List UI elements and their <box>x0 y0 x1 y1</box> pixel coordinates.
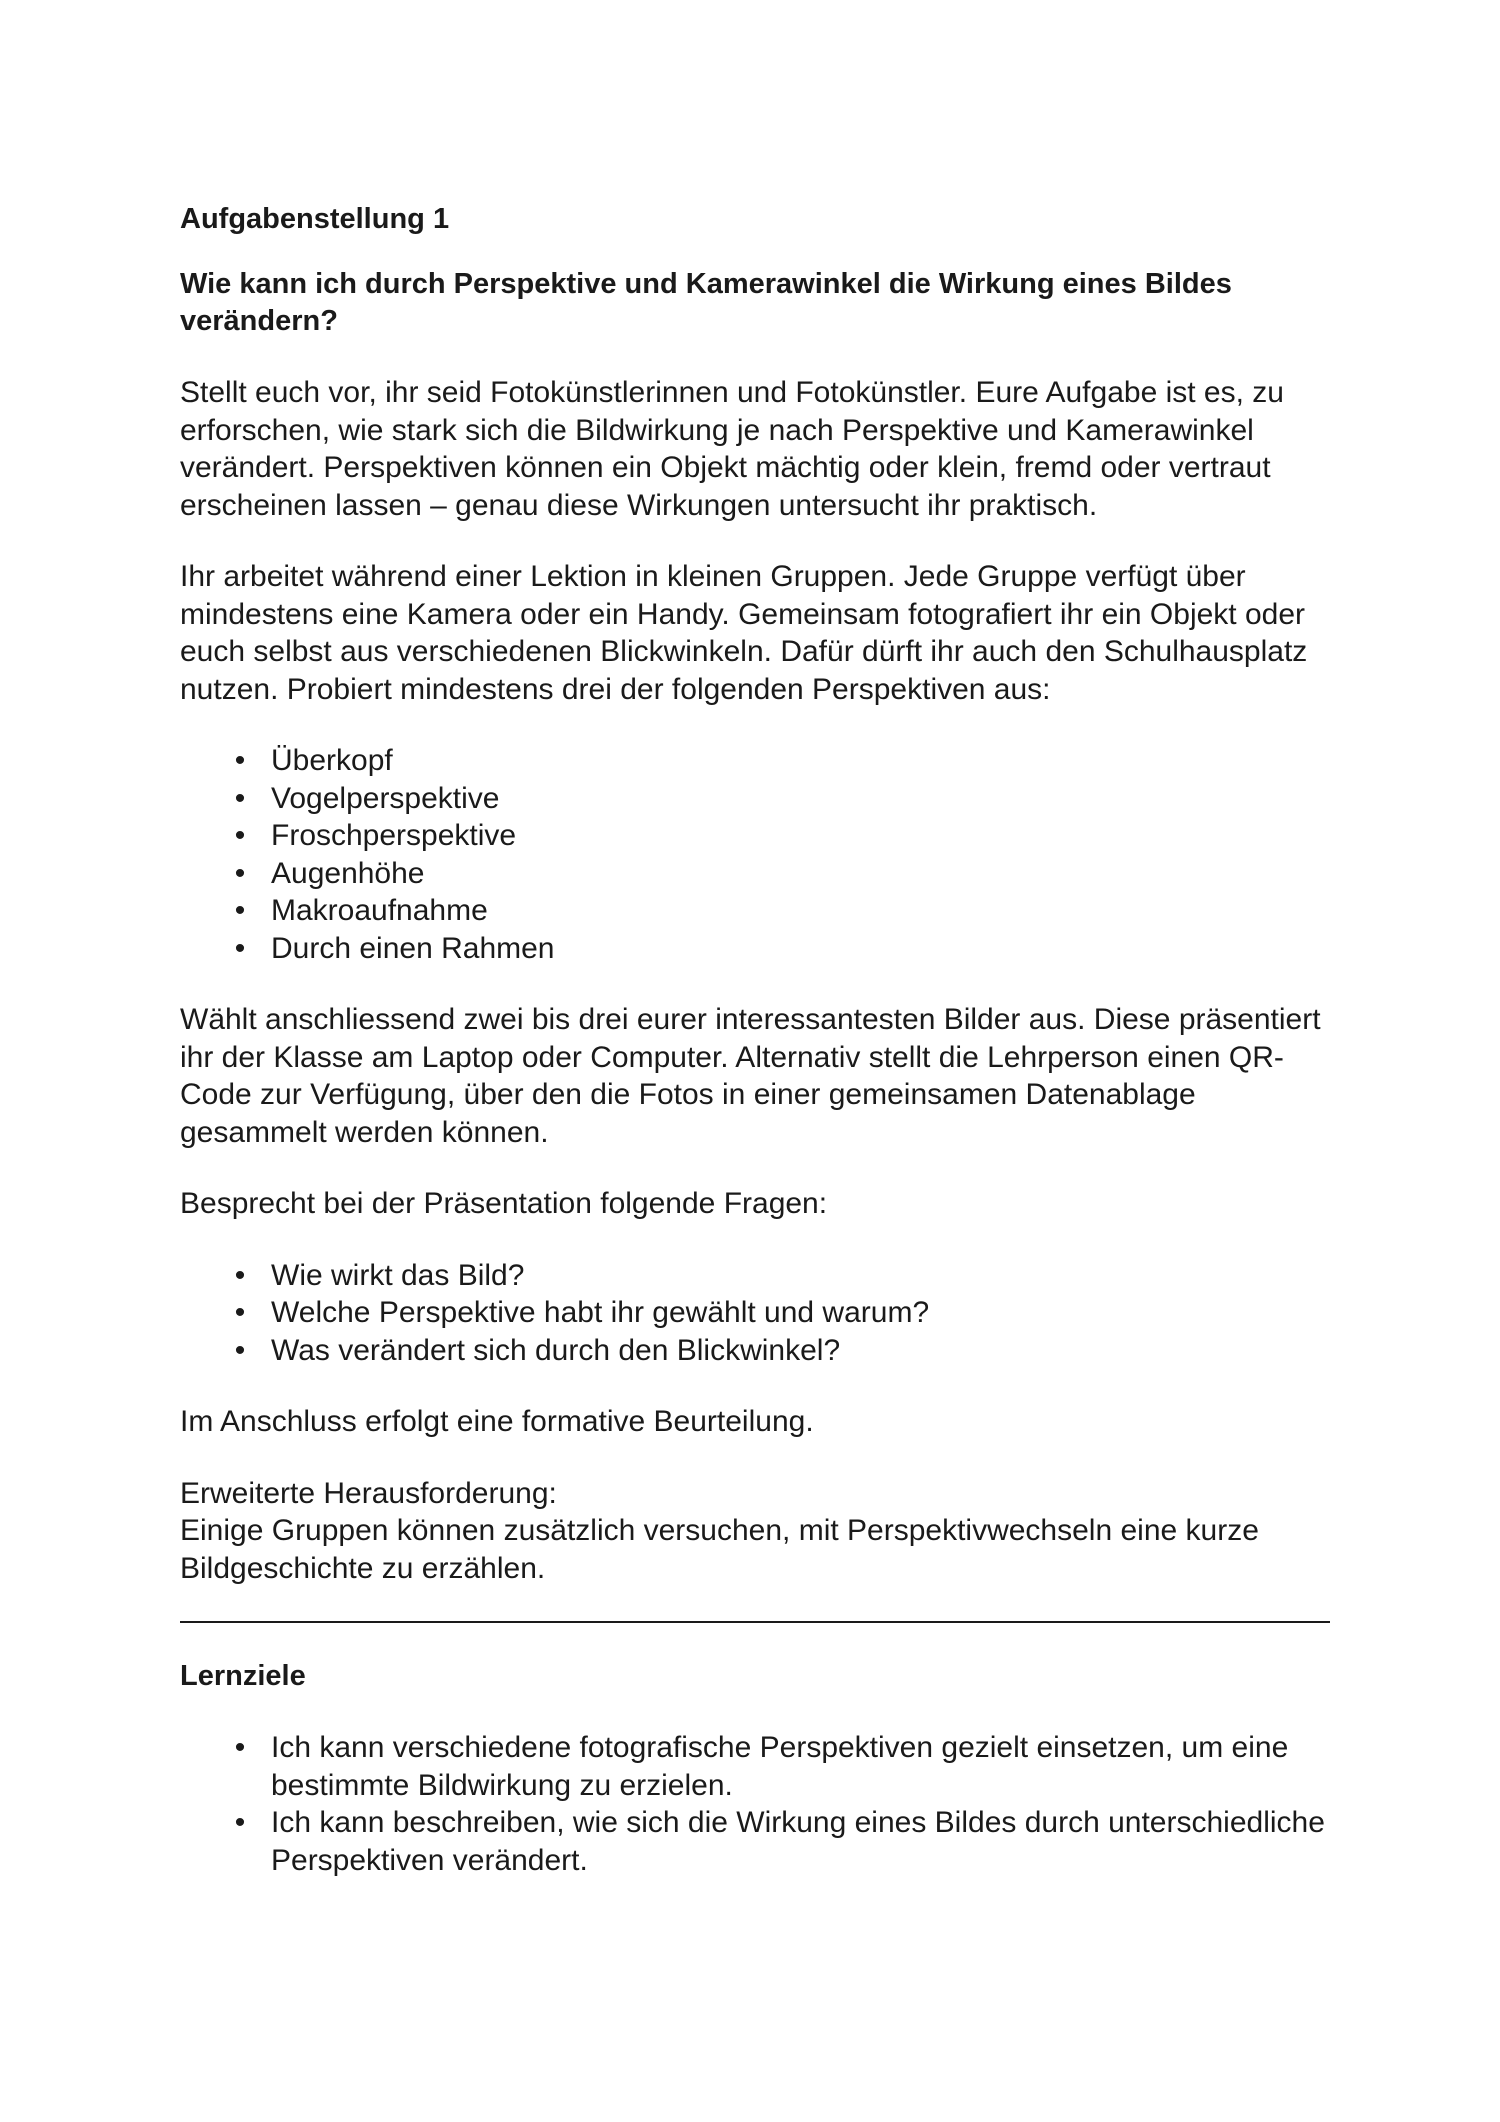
bullet-icon: • <box>234 894 246 927</box>
goals-heading: Lernziele <box>180 1660 306 1692</box>
list-item <box>180 780 1330 818</box>
assessment-paragraph: Im Anschluss erfolgt eine formative Beurteilung. <box>180 1405 814 1438</box>
challenge-text: Einige Gruppen können zusätzlich versuchen, mit Perspektivwechseln eine kurze Bildgeschichte zu erzählen. <box>180 1514 1259 1585</box>
list-item-text: Durch einen Rahmen <box>271 931 555 965</box>
list-item-text: Welche Perspektive habt ihr gewählt und warum? <box>271 1296 930 1329</box>
bullet-icon: • <box>234 781 246 815</box>
list-item-text: Wie wirkt das Bild? <box>271 1258 525 1292</box>
instructions-paragraph: Ihr arbeitet während einer Lektion in kleinen Gruppen. Jede Gruppe verfügt über mindestens eine Kamera oder ein Handy. Gemeinsam fotografiert ihr ein Objekt oder euch selbst aus verschiedenen Blickwinkeln. Dafür dürft ihr auch den Schulhausplatz nutzen. Probiert mindestens drei der folgenden Perspektiven aus: <box>180 560 1308 706</box>
list-item <box>180 892 1330 930</box>
bullet-icon: • <box>234 819 246 852</box>
list-item-text: Was verändert sich durch den Blickwinkel? <box>271 1333 841 1367</box>
list-item-text: Ich kann verschiedene fotografische Perspektiven gezielt einsetzen, um eine bestimmte Bildwirkung zu erzielen. <box>271 1731 1289 1802</box>
bullet-icon: • <box>234 1258 246 1292</box>
list-item <box>180 1332 1330 1370</box>
list-item <box>180 855 1330 893</box>
bullet-icon: • <box>234 744 246 777</box>
list-item <box>180 930 1330 968</box>
list-item-text: Makroaufnahme <box>271 894 488 927</box>
questions-list <box>180 1257 1330 1370</box>
list-item-text: Augenhöhe <box>271 856 425 890</box>
bullet-icon: • <box>234 856 246 890</box>
list-item-text: Froschperspektive <box>271 819 517 852</box>
selection-paragraph: Wählt anschliessend zwei bis drei eurer interessantesten Bilder aus. Diese präsentiert ihr der Klasse am Laptop oder Computer. Alternativ stellt die Lehrperson einen QR-Code zur Verfügung, über den die Fotos in einer gemeinsamen Datenablage gesammelt werden können. <box>180 1003 1321 1149</box>
task-question: Wie kann ich durch Perspektive und Kamerawinkel die Wirkung eines Bildes verändern? <box>180 268 1232 337</box>
list-item-text: Ich kann beschreiben, wie sich die Wirkung eines Bildes durch unterschiedliche Perspektiven verändert. <box>271 1806 1325 1877</box>
bullet-icon: • <box>234 1333 246 1367</box>
list-item <box>180 817 1330 855</box>
list-item <box>180 1294 1330 1332</box>
section-divider <box>180 1621 1330 1623</box>
task-heading: Aufgabenstellung 1 <box>180 203 450 235</box>
intro-paragraph: Stellt euch vor, ihr seid Fotokünstlerinnen und Fotokünstler. Eure Aufgabe ist es, zu erforschen, wie stark sich die Bildwirkung je nach Perspektive und Kamerawinkel verändert. Perspektiven können ein Objekt mächtig oder klein, fremd oder vertraut erscheinen lassen – genau diese Wirkungen untersucht ihr praktisch. <box>180 376 1284 522</box>
goals-list <box>180 1729 1330 1879</box>
bullet-icon: • <box>234 931 246 965</box>
list-item <box>180 742 1330 780</box>
list-item-text: Überkopf <box>271 744 393 777</box>
bullet-icon: • <box>234 1296 246 1329</box>
list-item <box>180 1257 1330 1295</box>
list-item <box>180 1804 1330 1879</box>
list-item <box>180 1729 1330 1804</box>
bullet-icon: • <box>234 1806 246 1839</box>
list-item-text: Vogelperspektive <box>271 781 500 815</box>
perspectives-list <box>180 742 1330 967</box>
discussion-intro: Besprecht bei der Präsentation folgende Fragen: <box>180 1187 828 1220</box>
bullet-icon: • <box>234 1731 246 1764</box>
document-content <box>180 200 1330 1913</box>
challenge-label: Erweiterte Herausforderung: <box>180 1476 557 1510</box>
